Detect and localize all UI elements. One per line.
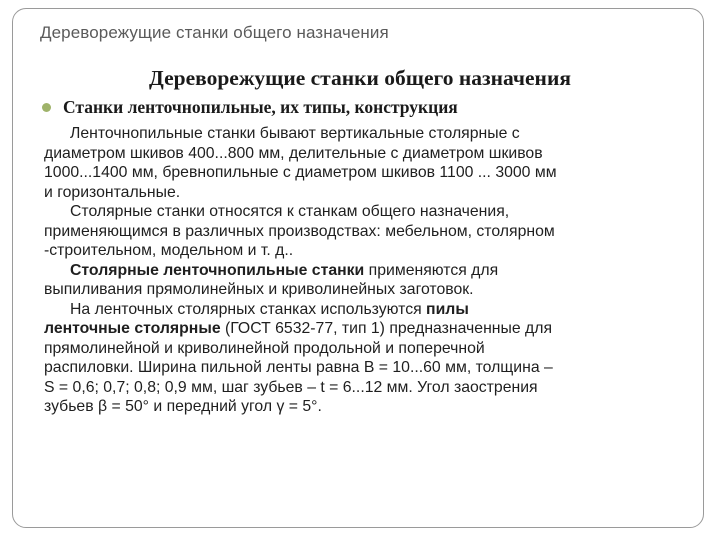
header-title: Дереворежущие станки общего назначения xyxy=(40,23,389,42)
paragraph-4-line xyxy=(44,300,686,320)
paragraph-1-line: 1000...1400 мм, бревнопильные с диаметром шкивов 1100 ... 3000 мм xyxy=(44,164,557,181)
paragraph-4-text: На ленточных столярных станках используются xyxy=(70,300,427,318)
body-text xyxy=(44,124,686,417)
paragraph-4-bold: ленточные столярные xyxy=(44,320,221,337)
paragraph-1 xyxy=(44,124,686,202)
paragraph-2 xyxy=(44,202,686,261)
paragraph-4-text: (ГОСТ 6532-77, тип 1) предназначенные для xyxy=(220,320,553,337)
paragraph-4-line xyxy=(44,319,686,339)
bullet-text: Станки ленточнопильные, их типы, конструкция xyxy=(63,97,458,117)
paragraph-4-line: прямолинейной и криволинейной продольной и поперечной xyxy=(44,339,485,357)
paragraph-4-line: распиловки. Ширина пильной ленты равна В = 10...60 мм, толщина – xyxy=(44,359,553,376)
paragraph-4-line: S = 0,6; 0,7; 0,8; 0,9 мм, шаг зубьев – t = 6...12 мм. Угол заострения xyxy=(44,378,538,396)
paragraph-3-bold: Столярные ленточнопильные станки xyxy=(70,261,365,279)
paragraph-4-line: зубьев β = 50° и передний угол γ = 5°. xyxy=(44,398,322,415)
paragraph-3-line xyxy=(44,261,686,281)
paragraph-1-line: и горизонтальные. xyxy=(44,183,181,201)
paragraph-1-line: Ленточнопильные станки бывают вертикальные столярные с xyxy=(70,125,520,142)
paragraph-2-line: применяющимся в различных производствах: мебельном, столярном xyxy=(44,222,555,240)
bullet-dot-icon xyxy=(42,103,51,112)
paragraph-3 xyxy=(44,261,686,300)
bullet-item xyxy=(40,97,458,118)
paragraph-2-line: Столярные станки относятся к станкам общего назначения, xyxy=(70,203,510,220)
paragraph-4-bold: пилы xyxy=(426,300,469,318)
paragraph-1-line: диаметром шкивов 400...800 мм, делительные с диаметром шкивов xyxy=(44,144,543,162)
paragraph-2-line: -строительном, модельном и т. д.. xyxy=(44,242,294,259)
paragraph-3-line: выпиливания прямолинейных и криволинейных заготовок. xyxy=(44,281,474,298)
slide-heading: Дереворежущие станки общего назначения xyxy=(149,66,571,90)
paragraph-3-rest: применяются для xyxy=(364,261,499,279)
paragraph-4 xyxy=(44,300,686,417)
